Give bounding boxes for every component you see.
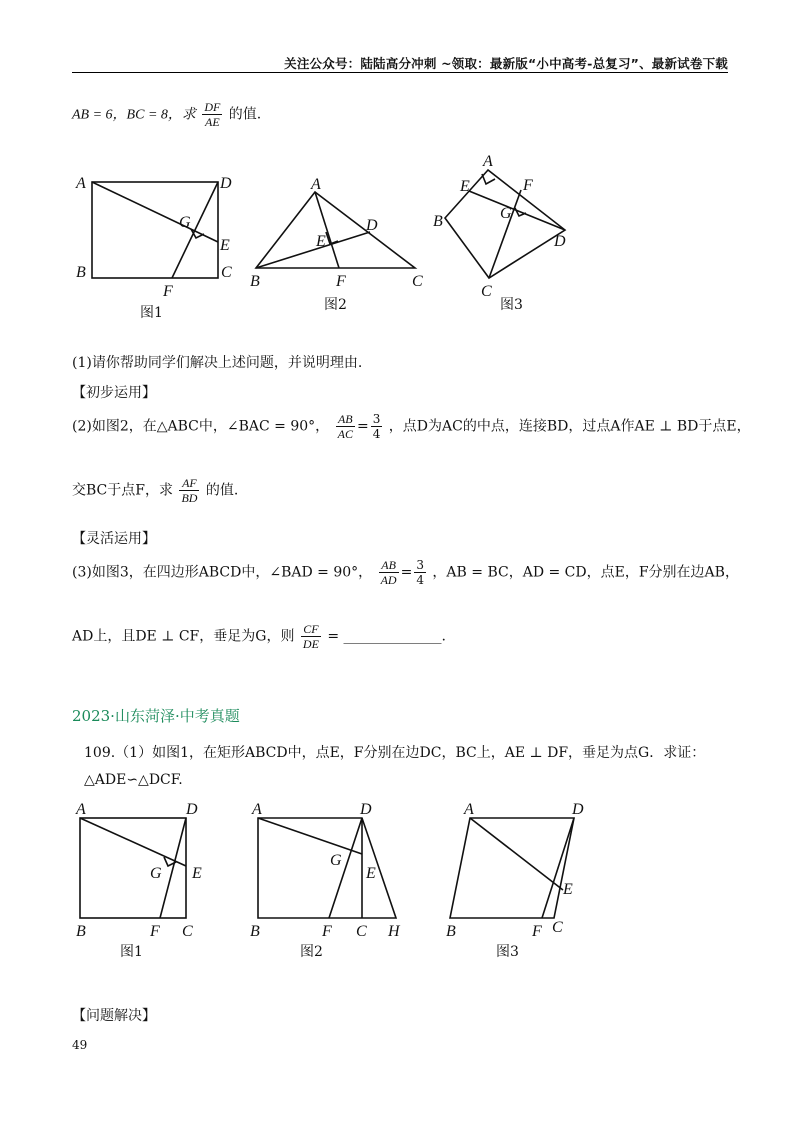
bfig1-label-b: B (76, 923, 86, 940)
frac-num: CF (301, 622, 321, 637)
q3-part-1: (3)如图3，在四边形ABCD中，∠BAD = 90°， (72, 564, 373, 581)
question-line-1 (72, 100, 261, 129)
question-109-line-2: △ADE∽△DCF. (84, 772, 183, 788)
bfig1-label-d: D (186, 801, 198, 818)
fig1-caption: 图1 (140, 305, 163, 321)
fig2-line-af (315, 192, 339, 268)
fig1-rectangle (92, 182, 218, 278)
frac-den: AE (205, 115, 220, 129)
figure-3-bottom (446, 801, 584, 960)
fig2-label-a: A (311, 176, 321, 193)
q3-part-2: ，AB = BC，AD = CD，点E，F分别在边AB， (432, 564, 739, 581)
fig2-label-c: C (412, 273, 423, 290)
frac-den: 4 (372, 427, 381, 441)
frac-num: DF (204, 100, 221, 114)
fig1-label-b: B (76, 264, 86, 281)
frac-den: 4 (416, 573, 424, 587)
equals-sign: = (356, 418, 369, 435)
bfig1-label-a: A (76, 801, 86, 818)
section-flexible: 【灵活运用】 (72, 531, 156, 547)
section-problem: 【问题解决】 (72, 1008, 156, 1024)
fraction-af-bd (179, 476, 199, 505)
fig3-line-fc (489, 190, 521, 278)
fig3-label-e: E (460, 178, 470, 195)
fig2-label-b: B (250, 273, 260, 290)
bfig3-parallelogram (450, 818, 574, 918)
frac-num: AB (336, 412, 355, 427)
fraction-ab-ac (336, 412, 355, 441)
frac-den: BD (181, 491, 198, 505)
figure-3-top (433, 153, 566, 313)
q2-part-1: (2)如图2，在△ABC中，∠BAC = 90°， (72, 418, 330, 435)
tail-text: 的值. (228, 106, 262, 123)
bfig2-caption: 图2 (300, 944, 323, 960)
question-2-line-2 (72, 476, 238, 505)
question-3-line-1 (72, 558, 739, 587)
source-title: 2023·山东菏泽·中考真题 (72, 707, 240, 725)
fig3-label-f: F (523, 177, 533, 194)
fraction-3-4 (414, 558, 426, 587)
bfig1-line-df (160, 818, 186, 918)
fig1-label-d: D (220, 175, 232, 192)
fig2-label-f: F (336, 273, 346, 290)
bfig2-label-a: A (252, 801, 262, 818)
section-initial: 【初步运用】 (72, 385, 156, 401)
fig1-label-f: F (163, 283, 173, 300)
bfig3-label-c: C (552, 919, 563, 936)
question-2-line-1 (72, 412, 751, 441)
bfig3-label-d: D (572, 801, 584, 818)
figures-bottom (60, 790, 660, 970)
frac-num: 3 (416, 558, 424, 572)
figure-1-top (75, 175, 232, 321)
bfig2-label-b: B (250, 923, 260, 940)
fig3-label-d: D (554, 233, 566, 250)
page-number: 49 (72, 1038, 88, 1052)
bfig1-label-e: E (192, 865, 202, 882)
bfig2-label-h: H (388, 923, 400, 940)
frac-num: AB (379, 558, 399, 573)
figure-1-bottom (75, 801, 202, 960)
fig1-line-ae (92, 182, 218, 242)
bfig2-label-c: C (356, 923, 367, 940)
figures-top (60, 150, 740, 330)
bfig3-caption: 图3 (496, 944, 519, 960)
fig2-line-bd (256, 232, 370, 268)
bfig2-label-e: E (366, 865, 376, 882)
fig3-caption: 图3 (500, 297, 523, 313)
page-header: 关注公众号：陆陆高分冲刺 ~领取：最新版“小中高考-总复习”、最新试卷下载 (284, 56, 728, 71)
bfig3-line-df (542, 818, 574, 918)
fig1-label-g: G (179, 214, 191, 231)
fig1-label-a: A (76, 175, 86, 192)
frac-num: AF (179, 476, 199, 491)
fig2-label-d: D (366, 217, 378, 234)
bfig3-label-e: E (563, 881, 573, 898)
bfig3-line-ae (470, 818, 563, 890)
equals-sign: = (400, 564, 413, 581)
figure-2-bottom (250, 801, 401, 960)
bfig1-line-ae (80, 818, 186, 866)
bfig3-label-f: F (532, 923, 542, 940)
given-text: AB = 6，BC = 8，求 (72, 107, 196, 123)
question-3-line-2 (72, 622, 446, 651)
q2-part-3: 交BC于点F，求 (72, 482, 173, 499)
bfig2-label-f: F (322, 923, 332, 940)
fraction-3-4 (371, 412, 383, 441)
question-109-line-1: 109.（1）如图1，在矩形ABCD中，点E，F分别在边DC，BC上，AE ⊥ DF，垂足为点G．求证： (84, 745, 706, 761)
question-1: (1)请你帮助同学们解决上述问题，并说明理由. (72, 355, 363, 371)
bfig2-label-g: G (330, 852, 342, 869)
frac-den: DE (302, 637, 319, 651)
bfig2-line-ae (258, 818, 362, 854)
q2-part-4: 的值. (205, 482, 239, 499)
bfig1-rectangle (80, 818, 186, 918)
bfig1-label-f: F (150, 923, 160, 940)
figure-2-top (250, 176, 423, 313)
fig2-caption: 图2 (324, 297, 347, 313)
frac-den: AC (337, 427, 353, 441)
fraction-df-ae (202, 100, 222, 129)
bfig1-caption: 图1 (120, 944, 143, 960)
fig1-label-c: C (221, 264, 232, 281)
bfig3-label-b: B (446, 923, 456, 940)
bfig1-label-c: C (182, 923, 193, 940)
bfig1-label-g: G (150, 865, 162, 882)
fig1-label-e: E (220, 237, 230, 254)
fig2-label-e: E (316, 233, 326, 250)
frac-num: 3 (372, 412, 381, 426)
fraction-cf-de (301, 622, 321, 651)
fraction-ab-ad (379, 558, 399, 587)
frac-den: AD (380, 573, 397, 587)
q2-part-2: ，点D为AC的中点，连接BD，过点A作AE ⊥ BD于点E， (388, 418, 751, 435)
header-rule (72, 72, 728, 73)
fig3-label-g: G (500, 205, 512, 222)
fig3-label-b: B (433, 213, 443, 230)
bfig3-label-a: A (464, 801, 474, 818)
bfig2-label-d: D (360, 801, 372, 818)
fig3-label-c: C (481, 283, 492, 300)
fig3-label-a: A (483, 153, 493, 170)
q3-part-3: AD上，且DE ⊥ CF，垂足为G，则 (72, 628, 295, 645)
q3-answer-blank: = ______________. (327, 628, 447, 645)
